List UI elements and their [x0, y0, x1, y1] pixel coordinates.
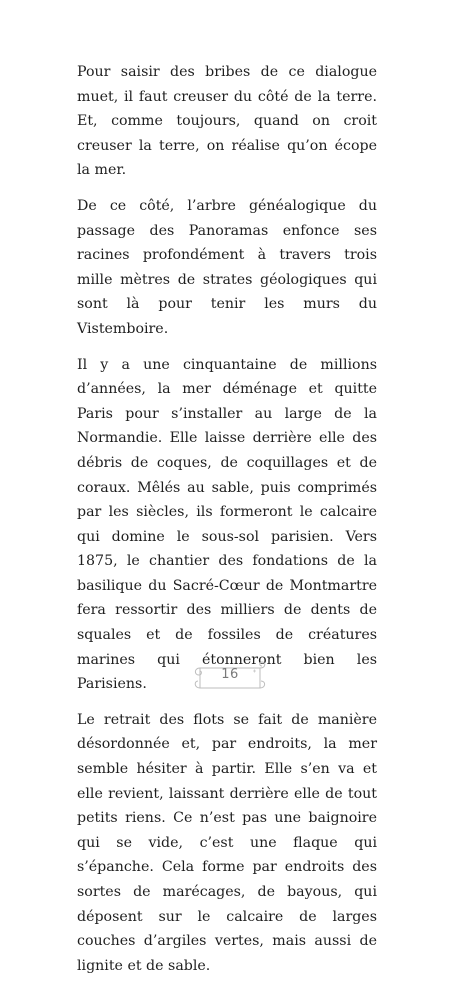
body-text — [77, 60, 377, 989]
page-number: 16 — [221, 667, 239, 682]
paragraph-4: Le retrait des flots se fait de manière désordonnée et, par endroits, la mer semble hésiter à partir. Elle s’en va et elle revient, laissant derrière elle de tout petits riens. Ce n’est pas une baignoire qui se vide, c’est une flaque qui s’épanche. Cela forme par endroits des sortes de marécages, de bayous, qui déposent sur le calcaire de larges couches d’argiles vertes, mais aussi de lignite et de sable. — [77, 711, 377, 974]
page-number-ornament — [190, 660, 270, 694]
paragraph-2: De ce côté, l’arbre généalogique du passage des Panoramas enfonce ses racines profondément à travers trois mille mètres de strates géologiques qui sont là pour tenir les murs du Vistemboire. — [77, 197, 377, 337]
paragraph-1: Pour saisir des bribes de ce dialogue muet, il faut creuser du côté de la terre. Et, comme toujours, quand on croit creuser la terre, on réalise qu’on écope la mer. — [77, 64, 377, 179]
paragraph-3: Il y a une cinquantaine de millions d’années, la mer déménage et quitte Paris pour s’installer au large de la Normandie. Elle laisse derrière elle des débris de coques, de coquillages et de coraux. Mêlés au sable, puis comprimés par les siècles, ils formeront le calcaire qui domine le sous-sol parisien. Vers 1875, le chantier des fondations de la basilique du Sacré-Cœur de Montmartre fera ressortir des milliers de dents de squales et de fossiles de créatures marines qui étonneront bien les Parisiens. — [77, 356, 377, 693]
